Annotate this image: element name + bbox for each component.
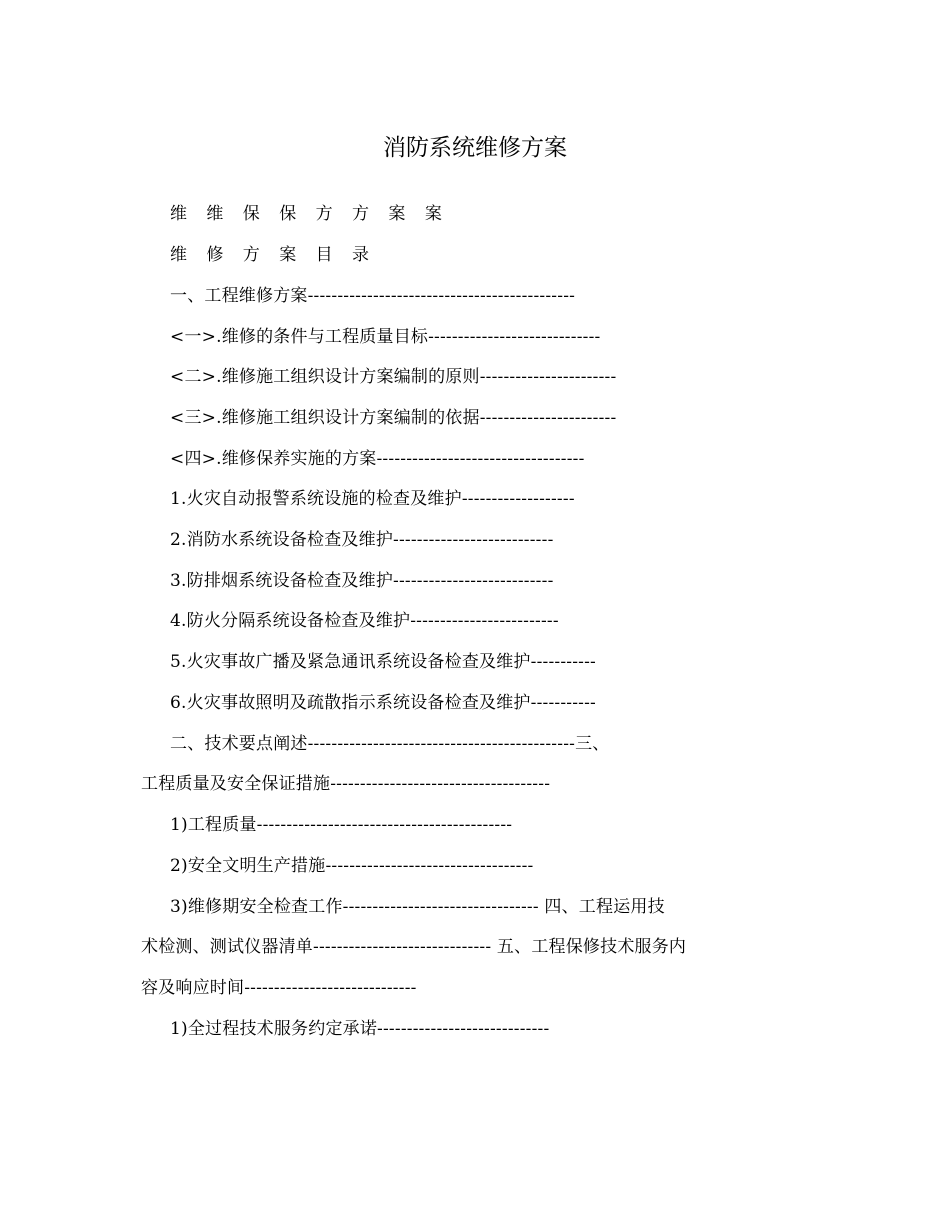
toc-entry: 3.防排烟系统设备检查及维护--------------------------- — [170, 571, 554, 591]
toc-entry: 二、技术要点阐述---------------------------------------------三、 — [170, 734, 610, 754]
toc-entry: 2)安全文明生产措施----------------------------------- — [170, 856, 534, 876]
toc-entry: 一、工程维修方案--------------------------------------------- — [170, 286, 576, 306]
toc-entry: 2.消防水系统设备检查及维护--------------------------- — [170, 530, 554, 550]
toc-entry: <二>.维修施工组织设计方案编制的原则----------------------- — [170, 367, 617, 387]
document-title: 消防系统维修方案 — [383, 135, 567, 161]
heading-table-of-contents: 维 修 方 案 目 录 — [170, 245, 377, 265]
toc-entry: 1)全过程技术服务约定承诺----------------------------- — [170, 1019, 550, 1039]
toc-entry: <三>.维修施工组织设计方案编制的依据----------------------- — [170, 408, 617, 428]
toc-entry: <一>.维修的条件与工程质量目标----------------------------- — [170, 327, 601, 347]
toc-entry: 4.防火分隔系统设备检查及维护------------------------- — [170, 611, 559, 631]
toc-entry: <四>.维修保养实施的方案----------------------------------- — [170, 449, 585, 469]
toc-entry: 3)维修期安全检查工作--------------------------------- 四、工程运用技 — [170, 897, 665, 917]
toc-entry: 1)工程质量------------------------------------------- — [170, 815, 513, 835]
toc-entry: 1.火灾自动报警系统设施的检查及维护------------------- — [170, 489, 575, 509]
toc-entry: 容及响应时间----------------------------- — [141, 978, 417, 998]
heading-maintenance-plan: 维 维 保 保 方 方 案 案 — [170, 204, 449, 224]
toc-entry: 6.火灾事故照明及疏散指示系统设备检查及维护----------- — [170, 693, 597, 713]
toc-entry: 5.火灾事故广播及紧急通讯系统设备检查及维护----------- — [170, 652, 597, 672]
toc-entry: 工程质量及安全保证措施------------------------------------- — [141, 774, 551, 794]
toc-entry: 术检测、测试仪器清单------------------------------ 五、工程保修技术服务内 — [141, 937, 687, 957]
